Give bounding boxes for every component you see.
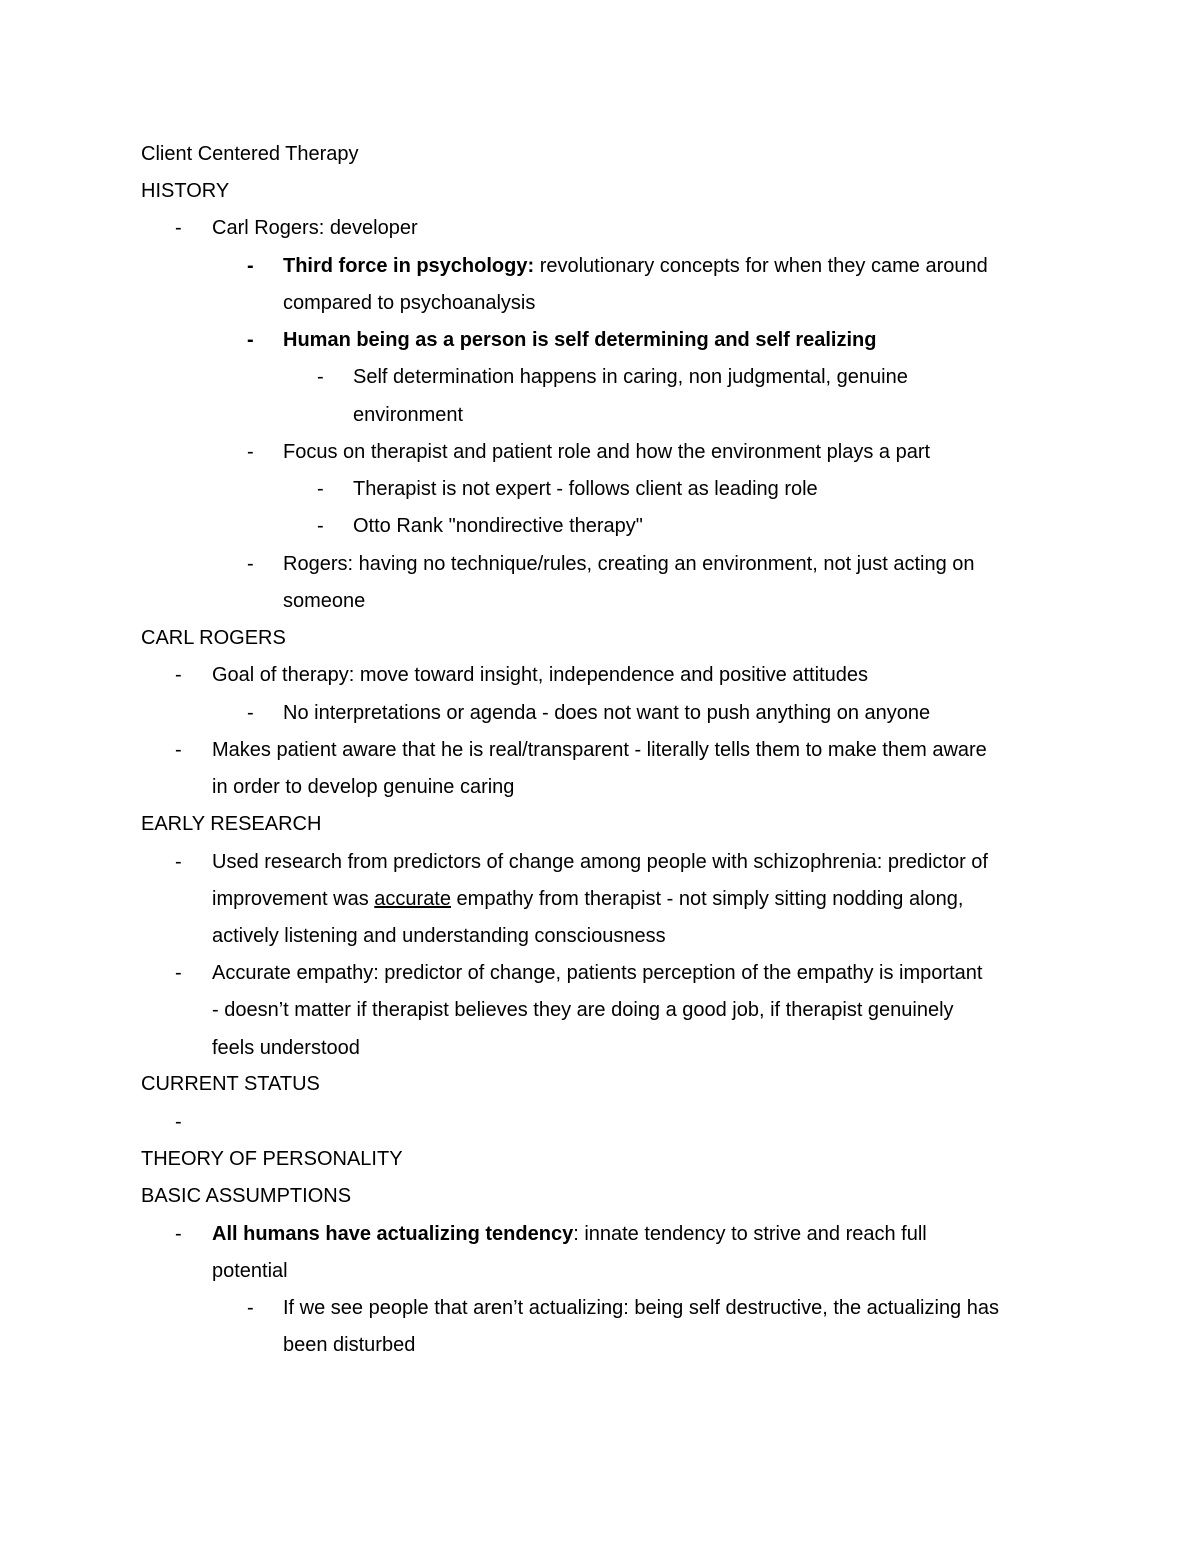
heading-current-status: CURRENT STATUS [141,1073,320,1095]
list-item-cont: someone [283,590,366,612]
list-item: Human being as a person is self determining and self realizing [283,329,877,351]
list-item-cont: feels understood [212,1037,360,1059]
bold-term: All humans have actualizing tendency [212,1223,574,1245]
bullet-dash: - [317,478,324,500]
heading-theory: THEORY OF PERSONALITY [141,1148,403,1170]
list-item: Focus on therapist and patient role and how the environment plays a part [283,441,931,463]
list-item-cont: environment [353,404,464,426]
list-item: Makes patient aware that he is real/transparent - literally tells them to make them aware [212,739,987,761]
bullet-dash: - [247,329,254,351]
list-item: Goal of therapy: move toward insight, independence and positive attitudes [212,664,868,686]
heading-early-research: EARLY RESEARCH [141,813,322,835]
list-item: Used research from predictors of change among people with schizophrenia: predictor of [212,851,988,873]
list-item: Therapist is not expert - follows client as leading role [353,478,818,500]
text: : innate tendency to strive and reach full [573,1223,927,1245]
list-item-cont: - doesn’t matter if therapist believes they are doing a good job, if therapist genuinely [212,999,954,1021]
bullet-dash: - [317,366,324,388]
text: empathy from therapist - not simply sitting nodding along, [451,888,964,910]
list-item-cont: potential [212,1260,288,1282]
heading-basic-assumptions: BASIC ASSUMPTIONS [141,1185,352,1207]
heading-history: HISTORY [141,180,230,202]
list-item-cont: compared to psychoanalysis [283,292,536,314]
list-item: Otto Rank "nondirective therapy" [353,515,643,537]
list-item-cont: in order to develop genuine caring [212,776,515,798]
list-item-cont: actively listening and understanding consciousness [212,925,666,947]
bullet-dash: - [247,441,254,463]
list-item: If we see people that aren’t actualizing: being self destructive, the actualizing has [283,1297,999,1319]
list-item-cont: been disturbed [283,1334,416,1356]
underlined-term: accurate [374,888,451,910]
list-item: Self determination happens in caring, non judgmental, genuine [353,366,908,388]
bullet-dash: - [247,702,254,724]
bullet-dash: - [175,217,182,239]
bullet-dash: - [175,851,182,873]
bullet-dash: - [175,962,182,984]
list-item-cont [212,887,963,911]
doc-title: Client Centered Therapy [141,143,359,165]
bullet-dash: - [175,739,182,761]
bullet-dash: - [247,1297,254,1319]
bullet-dash: - [175,1223,182,1245]
bullet-dash: - [317,515,324,537]
list-item: Accurate empathy: predictor of change, patients perception of the empathy is important [212,962,983,984]
bullet-dash: - [175,664,182,686]
list-item [283,254,988,278]
text: improvement was [212,888,375,910]
list-item: Rogers: having no technique/rules, creating an environment, not just acting on [283,553,975,575]
heading-carl-rogers: CARL ROGERS [141,627,286,649]
bold-term: Third force in psychology: [283,255,535,277]
bullet-dash: - [247,255,254,277]
list-item: No interpretations or agenda - does not want to push anything on anyone [283,702,931,724]
list-item: Carl Rogers: developer [212,217,418,239]
text: revolutionary concepts for when they came around [534,255,988,277]
list-item [212,1222,927,1246]
bullet-dash: - [175,1111,182,1133]
bullet-dash: - [247,553,254,575]
